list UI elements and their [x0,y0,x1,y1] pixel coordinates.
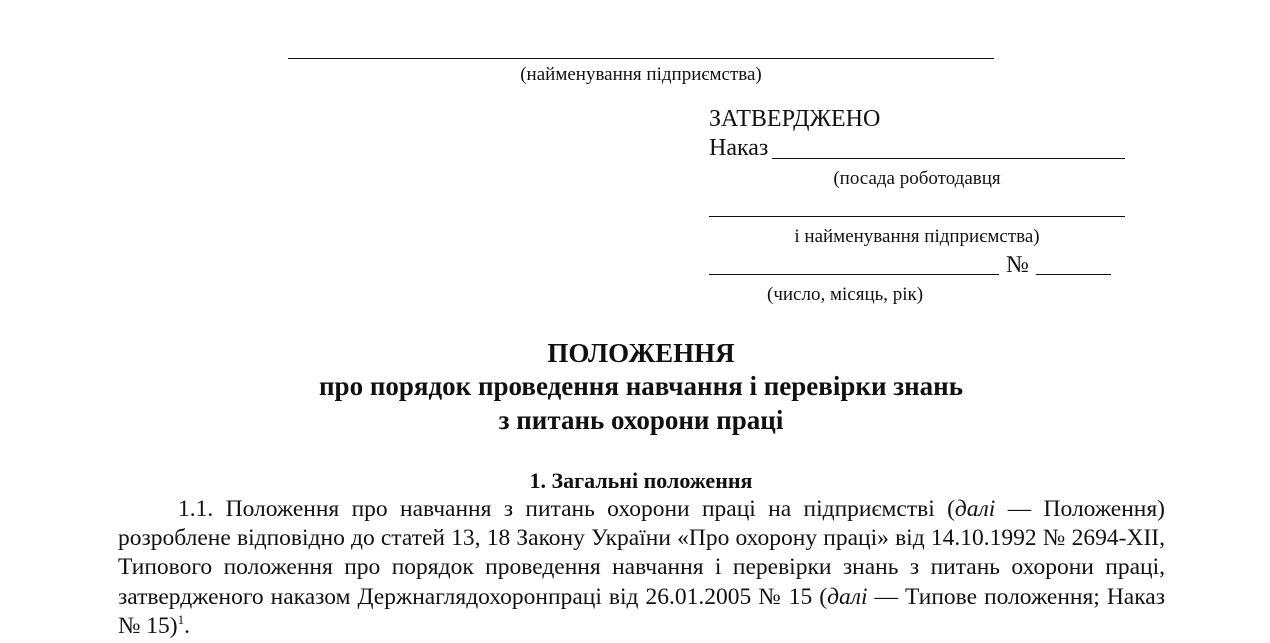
number-line [1036,274,1111,275]
title-line-3: з питань охорони праці [498,405,784,435]
title-line-1: ПОЛОЖЕННЯ [547,338,735,368]
date-caption: (число, місяць, рік) [767,284,924,305]
footnote-link[interactable]: 1 [177,611,185,627]
approved-label: ЗАТВЕРДЖЕНО [709,106,881,132]
paragraph-text: — Положення) розроблене відповідно до статей 13, 18 Закону України «Про охорону праці» від 14.10.1992 № 2694-XII, Типового положення про порядок проведення навчання і перевірки знань з питань охорони праці, затвердженого наказом Держнаглядохоронпраці від 26.01.2005 № 15 ( [118,496,1165,610]
employer-position-caption: (посада роботодавця [833,168,1001,189]
paragraph-end: . [184,612,190,639]
section-heading: 1. Загальні положення [529,468,753,493]
title-line-2: про порядок проведення навчання і перевірки знань [319,371,963,401]
date-line [709,274,999,275]
italic-term: далі [827,583,868,610]
number-sign: № [1006,252,1029,278]
order-label: Наказ [709,135,769,161]
paragraph-text: — Типове положення; Наказ № 15) [118,583,1165,639]
order-position-line [772,158,1125,159]
italic-term: далі [954,496,996,522]
enterprise-name-caption: (найменування підприємства) [520,64,762,85]
paragraph-text: 1.1. Положення про навчання з питань охорони праці на підприємстві ( [178,496,955,522]
enterprise-name-line [288,58,994,59]
paragraph-1-1 [118,495,1165,641]
enterprise-line [709,216,1125,217]
enterprise-name-caption-2: і найменування підприємства) [794,226,1040,247]
